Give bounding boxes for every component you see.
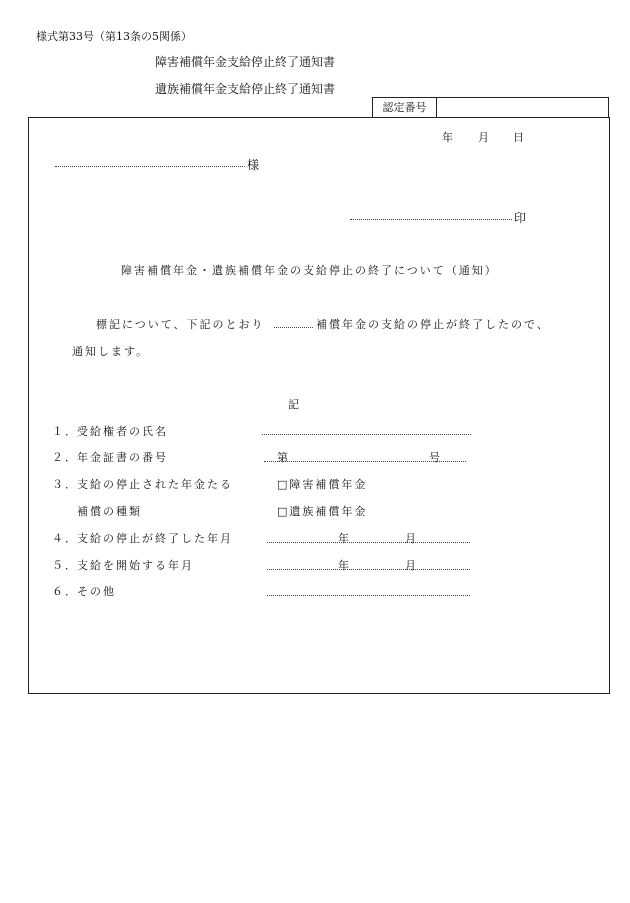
certification-number-box [372, 97, 609, 117]
date-year: 年 [442, 131, 453, 144]
checkbox-survivor-pension[interactable]: □遺族補償年金 [277, 505, 368, 518]
item-label-suspended-type-line2: 補償の種類 [77, 505, 142, 518]
item-label-recipient-name: 受給権者の氏名 [77, 425, 168, 438]
pension-type-field[interactable] [274, 327, 313, 328]
certification-number-field[interactable] [437, 98, 608, 118]
issuer-field[interactable] [350, 219, 512, 220]
item-label-certificate-number: 年金証書の番号 [77, 451, 168, 464]
payment-start-field[interactable] [267, 569, 470, 570]
checkbox-disability-pension[interactable]: □障害補償年金 [277, 478, 368, 491]
item-number: １． [52, 425, 78, 438]
suspension-end-field[interactable] [267, 542, 470, 543]
payment-start-year: 年 [338, 559, 349, 572]
payment-start-month: 月 [405, 559, 416, 572]
item-label-suspension-end: 支給の停止が終了した年月 [77, 532, 233, 545]
body-text-line2: 通知します。 [72, 345, 150, 358]
form-number: 様式第33号（第13条の5関係） [36, 30, 192, 43]
body-text-part2: 補償年金の支給の停止が終了したので、 [316, 318, 550, 331]
item-label-payment-start: 支給を開始する年月 [77, 559, 194, 572]
suspension-end-year: 年 [338, 532, 349, 545]
addressee-suffix: 様 [247, 158, 260, 172]
item-number: ２． [52, 451, 78, 464]
subject-line: 障害補償年金・遺族補償年金の支給停止の終了について（通知） [121, 264, 498, 277]
item-number: ６． [52, 585, 78, 598]
item-label-suspended-type: 支給の停止された年金たる [77, 478, 233, 491]
addressee-field[interactable] [55, 166, 245, 167]
item-label-other: その他 [77, 585, 116, 598]
item-number: ４． [52, 532, 78, 545]
suspension-end-month: 月 [405, 532, 416, 545]
certificate-number-prefix: 第 [277, 451, 288, 464]
certification-number-label: 認定番号 [373, 98, 437, 118]
date-month: 月 [478, 131, 489, 144]
body-text-part1: 標記について、下記のとおり [96, 318, 265, 331]
recipient-name-field[interactable] [262, 434, 471, 435]
item-number: ３． [52, 478, 78, 491]
title-survivor: 遺族補償年金支給停止終了通知書 [155, 82, 336, 96]
certificate-number-suffix: 号 [429, 451, 440, 464]
notice-frame [28, 117, 610, 694]
date-day: 日 [513, 131, 524, 144]
item-number: ５． [52, 559, 78, 572]
title-disability: 障害補償年金支給停止終了通知書 [155, 55, 336, 69]
seal-mark: 印 [514, 211, 527, 225]
ki-heading: 記 [288, 398, 299, 411]
other-field[interactable] [267, 595, 470, 596]
